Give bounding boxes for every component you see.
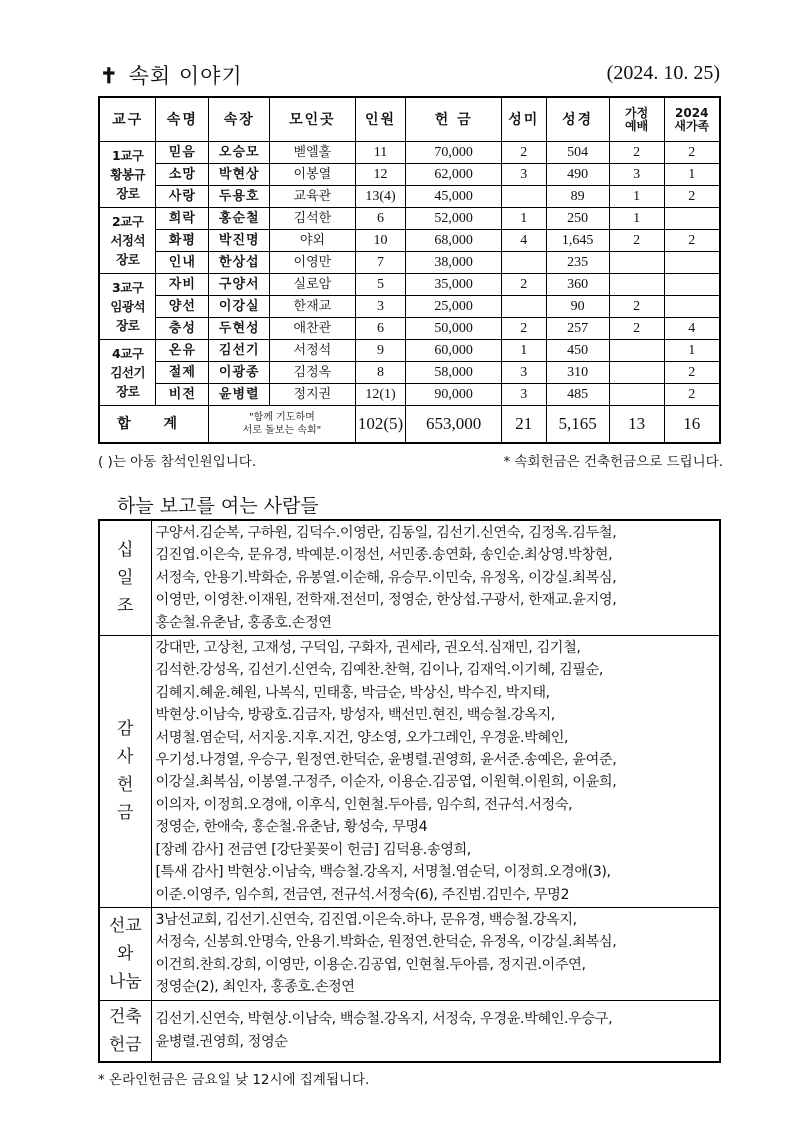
table-cell: 4: [501, 230, 546, 252]
table-cell: 충성: [156, 318, 209, 340]
page-title-text: 속회 이야기: [128, 64, 243, 88]
table-cell: 2: [501, 142, 546, 164]
table-cell: 절제: [156, 362, 209, 384]
table-cell: 10: [355, 230, 406, 252]
table-cell: 3: [609, 164, 664, 186]
table-cell: 45,000: [406, 186, 502, 208]
table-cell: 이광종: [209, 362, 270, 384]
table-cell: 정지권: [270, 384, 355, 406]
table-cell: 2: [664, 142, 720, 164]
offering-row: [99, 907, 720, 1000]
table-row: [99, 186, 720, 208]
table-cell: 김선기: [209, 340, 270, 362]
table-cell: 257: [546, 318, 609, 340]
names-line: 이강실.최복심, 이봉열.구정주, 이순자, 이용순.김공엽, 이원혁.이원희, 이윤희,: [155, 774, 617, 791]
table-cell: [664, 274, 720, 296]
names-line: 구양서.김순복, 구하원, 김덕수.이영란, 김동일, 김선기.신연숙, 김정옥.김두철,: [155, 525, 617, 541]
table-cell: [501, 252, 546, 274]
total-row: [99, 406, 720, 444]
table-cell: [501, 186, 546, 208]
offering-row: [99, 520, 720, 636]
names-line: 이준.이영주, 임수희, 전금연, 전규석.서정숙(6), 주진범.김민수, 무명2: [155, 886, 570, 903]
table-cell: 70,000: [406, 142, 502, 164]
table-cell: 1,645: [546, 230, 609, 252]
column-header: 모인곳: [270, 97, 355, 142]
table-cell: 교육관: [270, 186, 355, 208]
table-cell: 2: [609, 230, 664, 252]
table-cell: 58,000: [406, 362, 502, 384]
district-cell: 2교구 서정석 장로: [99, 208, 156, 274]
table-header-row: [99, 97, 720, 142]
table-cell: 야외: [270, 230, 355, 252]
table-cell: 2: [609, 318, 664, 340]
table-cell: 310: [546, 362, 609, 384]
table-cell: 1: [501, 208, 546, 230]
column-header: 헌 금: [406, 97, 502, 142]
table-cell: 5: [355, 274, 406, 296]
table-cell: 구양서: [209, 274, 270, 296]
offering-names: [151, 520, 720, 636]
table-cell: 비전: [156, 384, 209, 406]
table-cell: 희락: [156, 208, 209, 230]
page-title: [100, 60, 243, 90]
table-cell: 1: [664, 340, 720, 362]
table-cell: 1: [609, 186, 664, 208]
table-cell: 두현성: [209, 318, 270, 340]
table-cell: 한재교: [270, 296, 355, 318]
table-cell: 4: [664, 318, 720, 340]
table-cell: 2: [501, 274, 546, 296]
column-header: 인원: [355, 97, 406, 142]
names-line: 윤병렬.권영희, 정영순: [155, 1033, 288, 1050]
section-title: 하늘 보고를 여는 사람들: [117, 495, 319, 517]
table-cell: 화평: [156, 230, 209, 252]
offering-category: 십 일 조: [99, 520, 151, 636]
table-cell: 50,000: [406, 318, 502, 340]
table-cell: 사랑: [156, 186, 209, 208]
table-cell: [664, 252, 720, 274]
names-line: 이영만, 이영찬.이재원, 전학재.전선미, 정영순, 한상섭.구광서, 한재교.윤지영,: [155, 592, 617, 609]
child-attendance-note: ( )는 아동 참석인원입니다.: [98, 454, 257, 470]
table-cell: 235: [546, 252, 609, 274]
table-row: [99, 296, 720, 318]
total-cell: 5,165: [546, 406, 609, 444]
table-cell: 윤병렬: [209, 384, 270, 406]
cross-icon: ✝: [100, 63, 119, 88]
table-cell: 90: [546, 296, 609, 318]
table-cell: 서정석: [270, 340, 355, 362]
table-cell: [664, 208, 720, 230]
column-header: 성미: [501, 97, 546, 142]
table-row: [99, 208, 720, 230]
table-cell: 믿음: [156, 142, 209, 164]
offering-names: [151, 636, 720, 908]
names-line: 강대만, 고상천, 고재성, 구덕임, 구화자, 권세라, 권오석.심재민, 김기철,: [155, 640, 581, 657]
table-cell: 38,000: [406, 252, 502, 274]
table-cell: 3: [501, 362, 546, 384]
total-motto: "함께 기도하며 서로 돌보는 속회": [209, 406, 355, 444]
table-cell: 89: [546, 186, 609, 208]
table-cell: 2: [664, 384, 720, 406]
offering-category: 선교 와 나눔: [99, 907, 151, 1000]
table-cell: 애찬관: [270, 318, 355, 340]
table-cell: 온유: [156, 340, 209, 362]
table-cell: 2: [664, 230, 720, 252]
table-cell: 한상섭: [209, 252, 270, 274]
offering-category: 건축 헌금: [99, 1000, 151, 1062]
table-cell: [664, 296, 720, 318]
names-line: 서정숙, 안용기.박화순, 유봉열.이순해, 유승무.이민숙, 유정옥, 이강실.최복심,: [155, 569, 617, 586]
names-line: 홍순철.유춘남, 홍종호.손정연: [155, 614, 332, 631]
table-cell: 6: [355, 318, 406, 340]
district-cell: 4교구 김선기 장로: [99, 340, 156, 406]
names-line: 김진엽.이은숙, 문유경, 박예분.이정선, 서민종.송연화, 송인순.최상영.박창현,: [155, 547, 613, 564]
table-cell: 2: [501, 318, 546, 340]
total-cell: 16: [664, 406, 720, 444]
table-cell: 360: [546, 274, 609, 296]
column-header: 가정 예배: [609, 97, 664, 142]
table-cell: 13(4): [355, 186, 406, 208]
names-line: 정영순(2), 최인자, 홍종호.손정연: [155, 979, 355, 996]
table-cell: 자비: [156, 274, 209, 296]
names-line: 이의자, 이정희.오경애, 이후식, 인현철.두아름, 임수희, 전규석.서정숙,: [155, 796, 573, 813]
total-cell: 653,000: [406, 406, 502, 444]
column-header: 교구: [99, 97, 156, 142]
offering-note: * 속회헌금은 건축헌금으로 드립니다.: [503, 454, 723, 470]
table-cell: 홍순철: [209, 208, 270, 230]
table-cell: 3: [501, 384, 546, 406]
district-cell: 1교구 황봉규 장로: [99, 142, 156, 208]
table-cell: [609, 384, 664, 406]
table-cell: [609, 274, 664, 296]
table-row: [99, 164, 720, 186]
table-cell: 62,000: [406, 164, 502, 186]
online-offering-footnote: * 온라인헌금은 금요일 낮 12시에 집계됩니다.: [98, 1072, 370, 1088]
table-cell: 7: [355, 252, 406, 274]
table-cell: 실로암: [270, 274, 355, 296]
total-cell: 102(5): [355, 406, 406, 444]
names-line: [장례 감사] 전금연 [강단꽃꽂이 헌금] 김덕용.송영희,: [155, 841, 471, 858]
table-row: [99, 274, 720, 296]
table-cell: 490: [546, 164, 609, 186]
table-cell: 3: [355, 296, 406, 318]
total-cell: 21: [501, 406, 546, 444]
offering-table: [98, 519, 721, 1063]
names-line: 이건희.찬희.강희, 이영만, 이용순.김공엽, 인현철.두아름, 정지권.이주연,: [155, 956, 586, 973]
names-line: [특새 감사] 박현상.이남숙, 백승철.강옥지, 서명철.염순덕, 이정희.오경애(3),: [155, 864, 611, 881]
table-cell: 이강실: [209, 296, 270, 318]
table-row: [99, 340, 720, 362]
table-row: [99, 252, 720, 274]
table-cell: 두용호: [209, 186, 270, 208]
offering-category: 감 사 헌 금: [99, 636, 151, 908]
table-cell: 2: [609, 142, 664, 164]
table-cell: [501, 296, 546, 318]
table-cell: 김정옥: [270, 362, 355, 384]
table-cell: 1: [501, 340, 546, 362]
table-row: [99, 362, 720, 384]
names-line: 김혜지.혜윤.혜원, 나복식, 민태홍, 박금순, 박상신, 박수진, 박지태,: [155, 684, 550, 701]
offering-row: [99, 636, 720, 908]
table-cell: 52,000: [406, 208, 502, 230]
table-cell: 8: [355, 362, 406, 384]
table-cell: [609, 340, 664, 362]
attendance-table: [98, 96, 721, 444]
table-cell: [609, 252, 664, 274]
table-cell: 11: [355, 142, 406, 164]
table-cell: 오승모: [209, 142, 270, 164]
district-cell: 3교구 임광석 장로: [99, 274, 156, 340]
table-cell: 1: [609, 208, 664, 230]
table-cell: 504: [546, 142, 609, 164]
table-cell: 2: [664, 186, 720, 208]
table-cell: 90,000: [406, 384, 502, 406]
table-cell: 250: [546, 208, 609, 230]
names-line: 우기성.나경열, 우승구, 원정연.한덕순, 윤병렬.권영희, 윤서준.송예은, 윤여준,: [155, 752, 617, 769]
total-cell: 13: [609, 406, 664, 444]
names-line: 서명철.염순덕, 서지웅.지후.지건, 양소영, 오가그레인, 우경윤.박혜인,: [155, 729, 569, 746]
table-cell: 양선: [156, 296, 209, 318]
column-header: 속장: [209, 97, 270, 142]
table-cell: 박현상: [209, 164, 270, 186]
names-line: 김석한.강성옥, 김선기.신연숙, 김예찬.찬혁, 김이나, 김재억.이기혜, 김필순,: [155, 662, 603, 679]
table-cell: 12(1): [355, 384, 406, 406]
offering-names: [151, 1000, 720, 1062]
table-cell: [609, 362, 664, 384]
table-cell: 6: [355, 208, 406, 230]
table-row: [99, 230, 720, 252]
names-line: 박현상.이남숙, 방광호.김금자, 방성자, 백선민.현진, 백승철.강옥지,: [155, 707, 555, 724]
table-cell: 25,000: [406, 296, 502, 318]
total-label: 합 계: [99, 406, 209, 444]
table-row: [99, 318, 720, 340]
names-line: 김선기.신연숙, 박현상.이남숙, 백승철.강옥지, 서정숙, 우경윤.박혜인.우승구,: [155, 1011, 613, 1028]
offering-row: [99, 1000, 720, 1062]
table-cell: 1: [664, 164, 720, 186]
table-cell: 김석한: [270, 208, 355, 230]
table-row: [99, 384, 720, 406]
table-cell: 9: [355, 340, 406, 362]
table-cell: 60,000: [406, 340, 502, 362]
column-header: 속명: [156, 97, 209, 142]
report-date: (2024. 10. 25): [606, 62, 720, 84]
table-cell: 이영만: [270, 252, 355, 274]
table-cell: 벧엘홀: [270, 142, 355, 164]
column-header: 2024 새가족: [664, 97, 720, 142]
table-cell: 450: [546, 340, 609, 362]
header: [100, 58, 720, 92]
table-cell: 이봉열: [270, 164, 355, 186]
table-cell: 박진명: [209, 230, 270, 252]
table-cell: 485: [546, 384, 609, 406]
table-cell: 35,000: [406, 274, 502, 296]
table-cell: 12: [355, 164, 406, 186]
names-line: 정영순, 한애숙, 홍순철.유춘남, 황성숙, 무명4: [155, 819, 428, 836]
names-line: 서정숙, 신봉희.안명숙, 안용기.박화순, 원정연.한덕순, 유정옥, 이강실.최복심,: [155, 934, 617, 951]
table-cell: 3: [501, 164, 546, 186]
column-header: 성경: [546, 97, 609, 142]
table-cell: 소망: [156, 164, 209, 186]
table-cell: 인내: [156, 252, 209, 274]
table-cell: 2: [609, 296, 664, 318]
table-cell: 2: [664, 362, 720, 384]
table-row: [99, 142, 720, 164]
offering-names: [151, 907, 720, 1000]
names-line: 3남선교회, 김선기.신연숙, 김진엽.이은숙.하나, 문유경, 백승철.강옥지,: [155, 911, 577, 928]
table-cell: 68,000: [406, 230, 502, 252]
